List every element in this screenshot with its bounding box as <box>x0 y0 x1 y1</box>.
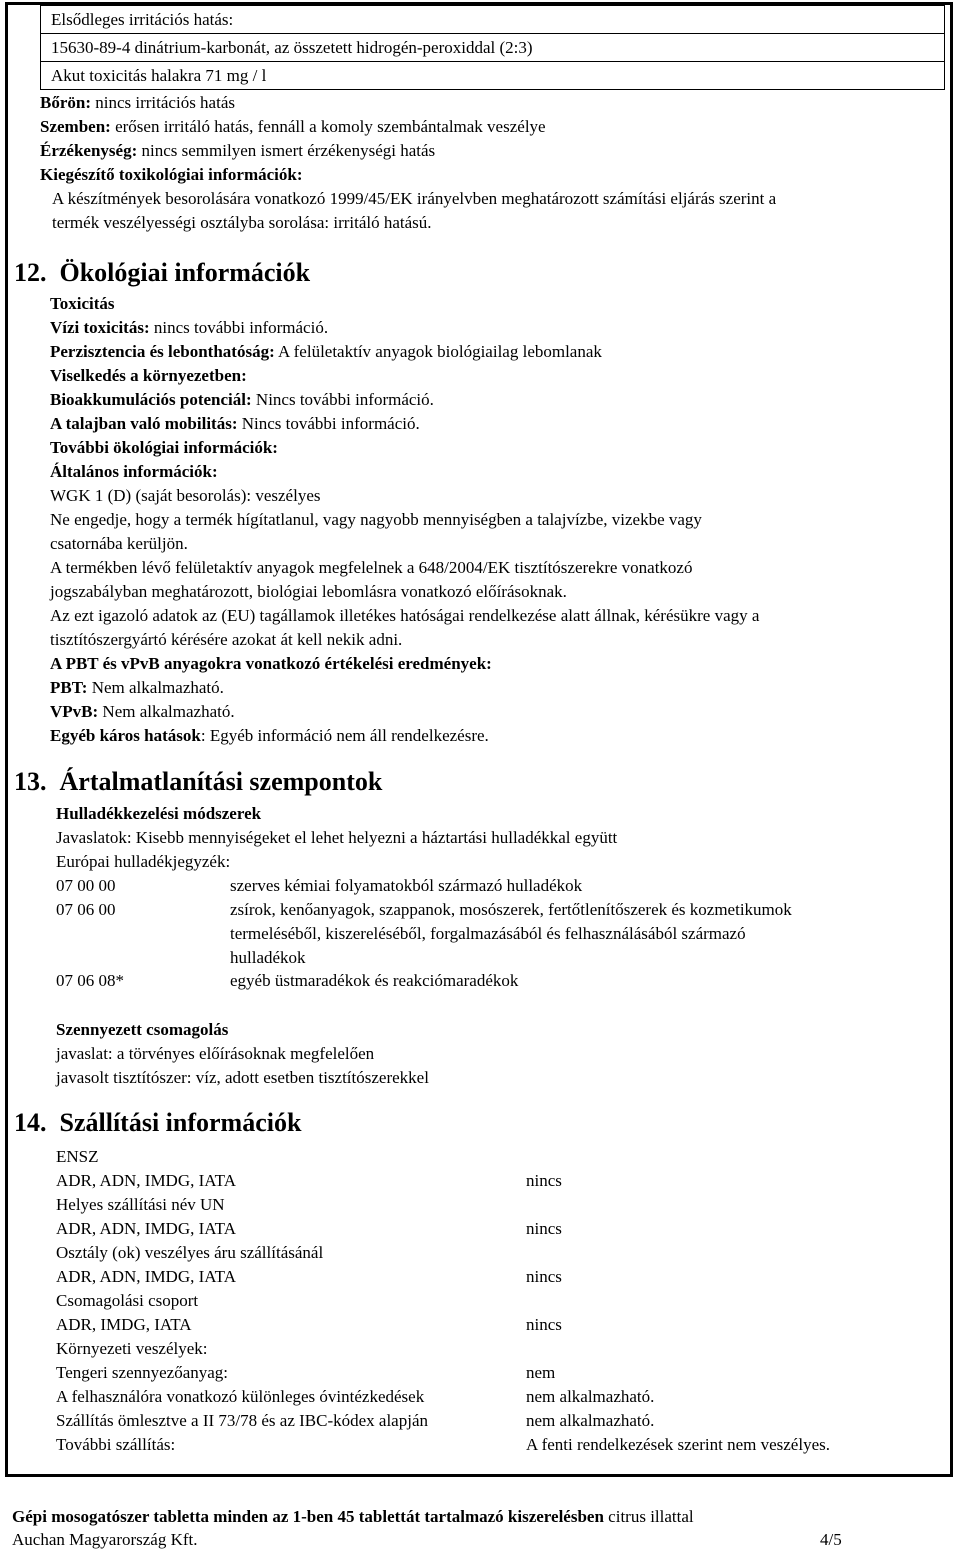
extra-tox-heading: Kiegészítő toxikológiai információk: <box>40 165 303 184</box>
footer-product: Gépi mosogatószer tabletta minden az 1-ben 45 tablettát tartalmazó kiszerelésben citrus illattal <box>12 1507 694 1526</box>
wgk-line: WGK 1 (D) (saját besorolás): veszélyes <box>50 486 321 505</box>
footer-company: Auchan Magyarország Kft. <box>12 1530 198 1549</box>
transport-label: ADR, ADN, IMDG, IATA <box>56 1219 236 1238</box>
packaging-line-2: javasolt tisztítószer: víz, adott esetben tisztítószerekkel <box>56 1068 429 1087</box>
pbt-heading: A PBT és vPvB anyagokra vonatkozó értékelési eredmények: <box>50 654 492 673</box>
other-effects-line: Egyéb káros hatások: Egyéb információ nem áll rendelkezésre. <box>50 726 489 745</box>
transport-value: nem alkalmazható. <box>526 1387 655 1406</box>
transport-label: Szállítás ömlesztve a II 73/78 és az IBC-kódex alapján <box>56 1411 428 1430</box>
contaminated-packaging-heading: Szennyezett csomagolás <box>56 1020 229 1039</box>
waste-desc: termeléséből, kiszereléséből, forgalmazásából és felhasználásából származó <box>230 924 746 943</box>
waste-code: 07 00 00 <box>56 876 116 895</box>
packaging-line-1: javaslat: a törvényes előírásoknak megfelelően <box>56 1044 375 1063</box>
waste-desc: zsírok, kenőanyagok, szappanok, mosószerek, fertőtlenítőszerek és kozmetikumok <box>230 900 792 919</box>
vpvb-line: VPvB: Nem alkalmazható. <box>50 702 235 721</box>
transport-value: nincs <box>526 1267 562 1286</box>
transport-label: ADR, ADN, IMDG, IATA <box>56 1171 236 1190</box>
eco-text-4: jogszabályban meghatározott, biológiai lebomlásra vonatkozó előírásoknak. <box>50 582 567 601</box>
footer-page-number: 4/5 <box>820 1530 842 1549</box>
sensitivity-line: Érzékenység: nincs semmilyen ismert érzékenységi hatás <box>40 141 436 160</box>
transport-label: Csomagolási csoport <box>56 1291 199 1310</box>
fish-toxicity-box: Akut toxicitás halakra 71 mg / l <box>40 61 945 90</box>
eco-text-6: tisztítószergyártó kérésére azokat át kell nekik adni. <box>50 630 403 649</box>
transport-value: nincs <box>526 1171 562 1190</box>
waste-desc: egyéb üstmaradékok és reakciómaradékok <box>230 971 519 990</box>
transport-value: nincs <box>526 1219 562 1238</box>
transport-label: ADR, ADN, IMDG, IATA <box>56 1267 236 1286</box>
waste-suggestion: Javaslatok: Kisebb mennyiségeket el lehet helyezni a háztartási hulladékkal együtt <box>56 828 618 847</box>
eye-line: Szemben: erősen irritáló hatás, fennáll a komoly szembántalmak veszélye <box>40 117 546 136</box>
waste-code: 07 06 00 <box>56 900 116 919</box>
pbt-line: PBT: Nem alkalmazható. <box>50 678 224 697</box>
waste-methods-heading: Hulladékkezelési módszerek <box>56 804 262 823</box>
extra-tox-line-2: termék veszélyességi osztályba sorolása: irritáló hatású. <box>52 213 432 232</box>
transport-value: A fenti rendelkezések szerint nem veszélyes. <box>526 1435 830 1454</box>
transport-value: nincs <box>526 1315 562 1334</box>
soil-mobility: A talajban való mobilitás: Nincs további információ. <box>50 414 420 433</box>
waste-desc: szerves kémiai folyamatokból származó hulladékok <box>230 876 583 895</box>
transport-value: nem <box>526 1363 556 1382</box>
section-14-heading: 14. Szállítási információk <box>14 1108 302 1137</box>
transport-value: nem alkalmazható. <box>526 1411 655 1430</box>
general-info-heading: Általános információk: <box>50 462 218 481</box>
persistence: Perzisztencia és lebonthatóság: A felületaktív anyagok biológiailag lebomlanak <box>50 342 602 361</box>
extra-tox-line-1: A készítmények besorolására vonatkozó 1999/45/EK irányelvben meghatározott számítási eljárás szerint a <box>52 189 777 208</box>
water-toxicity: Vízi toxicitás: nincs további információ. <box>50 318 329 337</box>
waste-code: 07 06 08* <box>56 971 124 990</box>
section-13-heading: 13. Ártalmatlanítási szempontok <box>14 767 383 796</box>
section-12-heading: 12. Ökológiai információk <box>14 258 311 287</box>
transport-label: A felhasználóra vonatkozó különleges óvintézkedések <box>56 1387 425 1406</box>
skin-line: Bőrön: nincs irritációs hatás <box>40 93 235 112</box>
transport-label: További szállítás: <box>56 1435 176 1454</box>
transport-label: Környezeti veszélyek: <box>56 1339 208 1358</box>
eco-text-2: csatornába kerüljön. <box>50 534 188 553</box>
eco-text-1: Ne engedje, hogy a termék hígítatlanul, vagy nagyobb mennyiségben a talajvízbe, vizekbe vagy <box>50 510 702 529</box>
further-eco-heading: További ökológiai információk: <box>50 438 278 457</box>
transport-label: Osztály (ok) veszélyes áru szállításánál <box>56 1243 324 1262</box>
substance-box: 15630-89-4 dinátrium-karbonát, az összetett hidrogén-peroxiddal (2:3) <box>40 33 945 62</box>
eu-waste-list-label: Európai hulladékjegyzék: <box>56 852 231 871</box>
transport-label: Tengeri szennyezőanyag: <box>56 1363 229 1382</box>
behavior-heading: Viselkedés a környezetben: <box>50 366 247 385</box>
bioaccumulation: Bioakkumulációs potenciál: Nincs további információ. <box>50 390 434 409</box>
eco-text-5: Az ezt igazoló adatok az (EU) tagállamok illetékes hatóságai rendelkezése alatt állnak, kérésükre vagy a <box>50 606 760 625</box>
toxicity-heading: Toxicitás <box>50 294 115 313</box>
waste-desc: hulladékok <box>230 948 306 967</box>
transport-label: Helyes szállítási név UN <box>56 1195 225 1214</box>
transport-label: ENSZ <box>56 1147 99 1166</box>
primary-irritation-box: Elsődleges irritációs hatás: <box>40 5 945 34</box>
transport-label: ADR, IMDG, IATA <box>56 1315 192 1334</box>
eco-text-3: A termékben lévő felületaktív anyagok megfelelnek a 648/2004/EK tisztítószerekre vonatkozó <box>50 558 693 577</box>
